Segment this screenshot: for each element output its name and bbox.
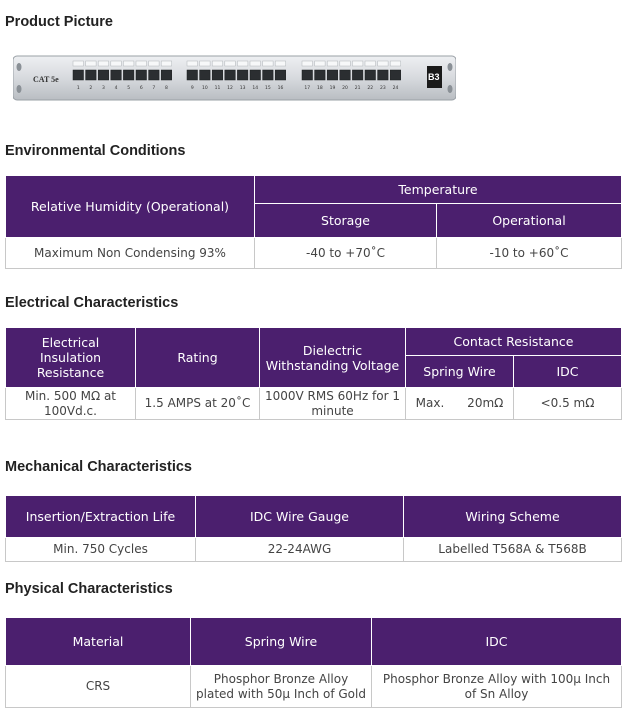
port-number: 2 [89,86,93,91]
port-number: 18 [316,86,323,91]
physical-title: Physical Characteristics [5,581,173,597]
rj45-port [352,70,363,80]
port-number: 4 [114,86,118,91]
rj45-port [315,70,326,80]
storage-header: Storage [255,204,437,238]
port-label-strip [263,61,274,66]
idc-value: <0.5 mΩ [514,388,622,420]
port-number: 12 [227,86,233,91]
port-number: 19 [329,86,336,91]
temperature-header: Temperature [255,176,622,204]
panel-label: CAT 5e [33,75,59,84]
environmental-table [5,175,622,269]
port-label-strip [365,61,376,66]
port-label-strip [73,61,84,66]
port-number: 23 [379,86,386,91]
rj45-port [111,70,122,80]
electrical-title: Electrical Characteristics [5,295,179,311]
spring-wire-value: Max. 20mΩ [406,388,514,420]
rj45-port [378,70,389,80]
port-label-strip [98,61,109,66]
port-number: 6 [139,86,143,91]
port-number: 8 [165,86,168,91]
port-label-strip [225,61,236,66]
gauge-value: 22-24AWG [196,538,404,562]
mechanical-table [5,495,622,562]
operational-value: -10 to +60˚C [437,238,622,269]
rj45-port [98,70,109,80]
humidity-header: Relative Humidity (Operational) [6,176,255,238]
port-label-strip [136,61,147,66]
rj45-port [161,70,172,80]
rj45-port [225,70,236,80]
port-number: 22 [367,86,374,91]
rj45-port [187,70,198,80]
rj45-port [275,70,286,80]
port-label-strip [237,61,248,66]
port-label-strip [123,61,133,66]
material-header: Material [6,618,191,666]
port-number: 15 [264,86,271,91]
patch-panel-image [13,55,456,101]
rating-header: Rating [136,328,260,388]
port-label-strip [111,61,122,66]
rj45-port [365,70,376,80]
rating-value: 1.5 AMPS at 20˚C [136,388,260,420]
storage-value: -40 to +70˚C [255,238,437,269]
physical-idc-header: IDC [372,618,622,666]
rj45-port [390,70,401,80]
port-label-strip [250,61,261,66]
port-number: 7 [152,86,156,91]
spring-wire-header: Spring Wire [406,356,514,388]
operational-header: Operational [437,204,622,238]
port-number: 3 [102,86,105,91]
port-label-strip [149,61,160,66]
port-label-strip [86,61,97,66]
environmental-title: Environmental Conditions [5,143,186,159]
port-label-strip [161,61,172,66]
port-label-strip [187,61,198,66]
product-picture-title: Product Picture [5,14,113,30]
port-label-strip [327,61,338,66]
gauge-header: IDC Wire Gauge [196,496,404,538]
humidity-value: Maximum Non Condensing 93% [6,238,255,269]
rj45-port [212,70,223,80]
rj45-port [86,70,97,80]
rj45-port [263,70,274,80]
port-number: 14 [252,86,259,91]
insulation-value: Min. 500 MΩ at 100Vd.c. [6,388,136,420]
port-label-strip [340,61,351,66]
physical-table [5,617,622,708]
port-number: 21 [354,86,361,91]
port-label-strip [212,61,223,66]
panel-logo: B3 [428,72,440,82]
physical-spring-wire-value: Phosphor Bronze Alloy plated with 50μ Inch of Gold [191,666,372,708]
rj45-port [73,70,84,80]
port-number: 5 [127,86,131,91]
dielectric-header: Dielectric Withstanding Voltage [260,328,406,388]
idc-header: IDC [514,356,622,388]
electrical-table [5,327,622,420]
rj45-port [136,70,147,80]
port-number: 9 [190,86,194,91]
life-header: Insertion/Extraction Life [6,496,196,538]
insulation-header: Electrical Insulation Resistance [6,328,136,388]
port-number: 1 [76,86,80,91]
physical-idc-value: Phosphor Bronze Alloy with 100μ Inch of Sn Alloy [372,666,622,708]
port-number: 10 [201,86,208,91]
wiring-header: Wiring Scheme [404,496,622,538]
port-label-strip [352,61,363,66]
port-label-strip [378,61,389,66]
rj45-port [327,70,338,80]
port-number: 16 [277,86,284,91]
port-number: 13 [239,86,246,91]
material-value: CRS [6,666,191,708]
rj45-port [302,70,313,80]
port-label-strip [315,61,326,66]
rj45-port [200,70,211,80]
port-label-strip [275,61,286,66]
port-label-strip [200,61,211,66]
rj45-port [123,70,133,80]
port-number: 17 [304,86,311,91]
rj45-port [237,70,248,80]
rj45-port [250,70,261,80]
rj45-port [340,70,351,80]
port-number: 24 [392,86,399,91]
life-value: Min. 750 Cycles [6,538,196,562]
dielectric-value: 1000V RMS 60Hz for 1 minute [260,388,406,420]
mechanical-title: Mechanical Characteristics [5,459,192,475]
contact-resistance-header: Contact Resistance [406,328,622,356]
wiring-value: Labelled T568A & T568B [404,538,622,562]
port-number: 20 [342,86,348,91]
port-label-strip [390,61,401,66]
port-label-strip [302,61,313,66]
physical-spring-wire-header: Spring Wire [191,618,372,666]
rj45-port [149,70,160,80]
port-number: 11 [214,86,221,91]
